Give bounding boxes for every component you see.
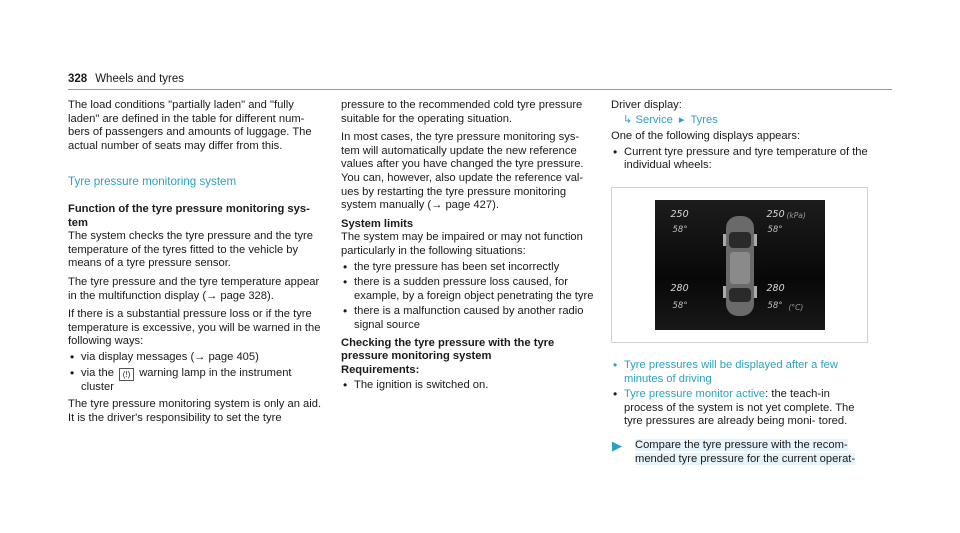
display-option-current: • Current tyre pressure and tyre temperature of the individual wheels: [611,146,869,173]
tyre-warning-lamp-icon: (!) [119,368,134,381]
section-title: Wheels and tyres [95,73,185,85]
requirement-item: • The ignition is switched on. [341,379,599,393]
system-limits-heading: System limits [341,217,414,230]
warning-item-lamp [68,367,326,395]
path-separator-icon: ▸ [678,113,685,126]
driver-display-label: Driver display: [611,99,682,111]
path-arrow-icon: ↳ [623,113,633,126]
function-heading: Function of the tyre pressure monitoring sys- tem [68,202,310,229]
function-paragraph-2: The tyre pressure and the tyre temperature appear in the multifunction display (→ page 328). [68,275,320,302]
requirements-list [341,379,599,393]
col2-paragraph-1: pressure to the recommended cold tyre pressure suitable for the operating situation. [341,99,583,125]
limits-list [341,261,599,333]
multifunction-display-screen [655,200,825,330]
header-rule [68,89,892,90]
action-step [611,439,869,466]
warning-list [68,351,326,394]
column-2 [341,99,599,397]
limit-item: • there is a sudden pressure loss caused, for example, by a foreign object penetrating the tyre [341,276,599,303]
front-left-pressure: 250 [670,208,689,220]
monitor-active-text: : the teach-in process of the system is not yet complete. The tyre pressures are already being moni- tored. [624,388,855,428]
limit-item: • the tyre pressure has been set incorrectly [341,261,599,275]
rear-right-pressure: 280 [766,282,785,294]
car-top-view-icon [723,214,757,318]
rear-left-pressure: 280 [670,282,689,294]
rear-right-temp: 58° [767,300,783,311]
step-arrow-icon: ▶ [612,437,622,453]
tyre-pressure-figure [611,187,868,343]
rear-left-temp: 58° [672,300,688,311]
menu-path [623,114,869,128]
display-options-list [611,146,869,173]
column-1 [68,99,326,430]
front-right-pressure: 250 [766,208,785,220]
column-3 [611,99,869,466]
intro-paragraph: The load conditions "partially laden" and "fully laden" are defined in the table for different num- bers of passengers and amounts of luggage. The actual number of seats may differ from this. [68,99,312,152]
col2-paragraph-2: In most cases, the tyre pressure monitoring sys- tem will automatically update the new reference values after you have changed the tyre pressure. You can, however, also update the reference val- ues by restarting the tyre pressure monitoring system manually (→ page 427). [341,131,584,212]
path-tyres: Tyres [690,113,718,126]
warning-lamp-post: warning lamp in the instrument cluster [81,366,292,393]
displays-intro: One of the following displays appears: [611,130,801,143]
function-paragraph-1: The system checks the tyre pressure and the tyre temperature of the tyres fitted to the vehicle by means of a tyre pressure sensor. [68,230,313,270]
system-limits-intro: The system may be impaired or may not function particularly in the following situations: [341,231,583,257]
display-options-list-2 [611,359,869,429]
page-header [68,73,184,85]
function-paragraph-3: If there is a substantial pressure loss or if the tyre temperature is excessive, you will be warned in the following ways: [68,308,321,348]
warning-item-display: • via display messages (→ page 405) [68,351,326,365]
temperature-unit: (°C) [788,302,804,312]
checking-heading: Checking the tyre pressure with the tyre pressure monitoring system [341,336,555,363]
requirements-heading: Requirements: [341,363,420,376]
path-service: Service [635,113,673,126]
display-option-after-driving: • Tyre pressures will be displayed after a few minutes of driving [611,359,869,386]
warning-lamp-pre: via the [81,366,114,379]
function-paragraph-4: The tyre pressure monitoring system is only an aid. It is the driver's responsibility to set the tyre [68,398,322,424]
front-right-temp: 58° [767,224,783,235]
step-text: Compare the tyre pressure with the recom- mended tyre pressure for the current operat- [635,438,856,465]
front-left-temp: 58° [672,224,688,235]
pressure-unit: (kPa) [786,210,806,220]
limit-item: • there is a malfunction caused by another radio signal source [341,305,599,332]
monitor-active-label: Tyre pressure monitor active [624,388,766,401]
section-heading: Tyre pressure monitoring system [68,175,237,189]
display-option-monitor-active [611,388,869,429]
page-number: 328 [68,73,88,85]
